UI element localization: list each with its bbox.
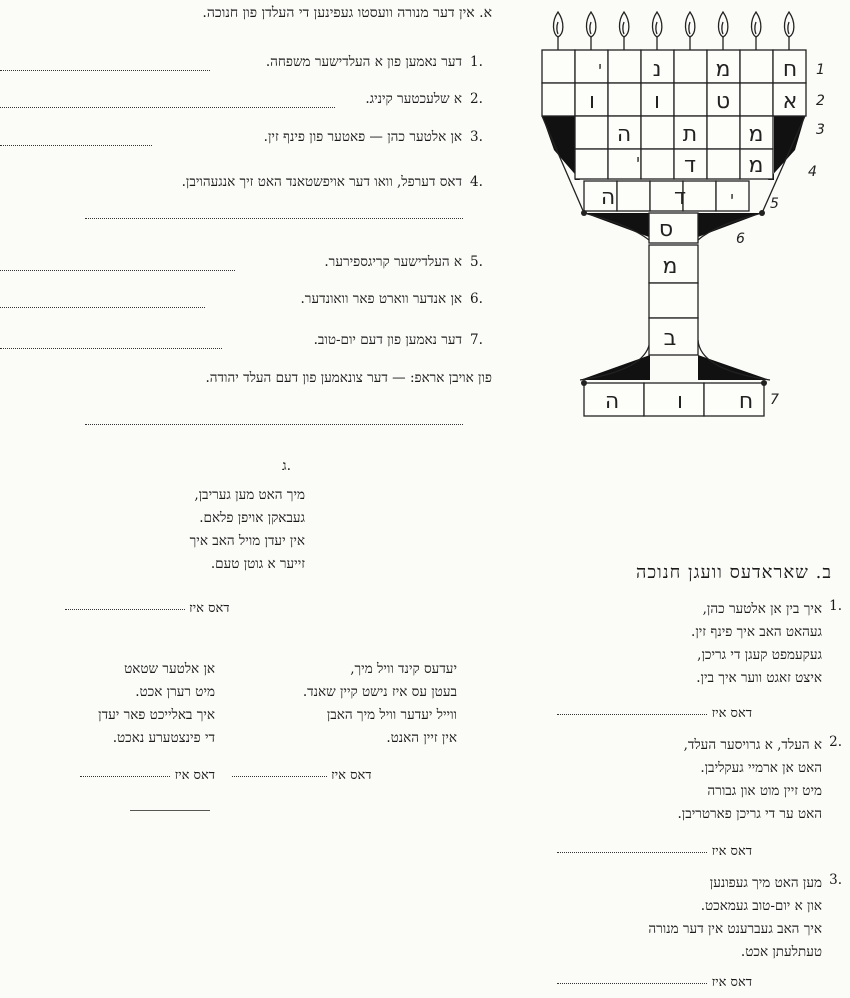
answer-line[interactable] <box>85 218 463 219</box>
question-number: 3. <box>470 129 483 145</box>
question-text: א שלעכטער קיניג. <box>365 91 462 107</box>
grid-letter: ת <box>682 122 698 147</box>
poem-line: געבאקן אויפן פלאם. <box>199 510 305 526</box>
grid-letter: ה <box>616 122 632 147</box>
answer-line[interactable] <box>232 776 327 777</box>
grid-letter: ח <box>782 57 798 82</box>
question-number: 6. <box>470 291 483 307</box>
poem-left <box>0 658 215 750</box>
answer-line[interactable] <box>0 70 210 71</box>
poem-line: מען האט מיך געפונען <box>709 875 822 891</box>
answer-field <box>532 974 752 990</box>
riddle-number: 2. <box>829 734 842 750</box>
answer-line[interactable] <box>0 348 222 349</box>
answer-label: דאס איז <box>331 768 372 783</box>
poem-line: און א יום-טוב געמאכט. <box>700 898 822 914</box>
poem-line: מיך האט מען געריבן, <box>194 487 305 503</box>
answer-line[interactable] <box>80 776 170 777</box>
question-row <box>0 172 492 196</box>
answer-field <box>532 705 752 721</box>
poem-main <box>190 484 305 576</box>
poem-line: זייער א גוטן טעם. <box>210 556 305 572</box>
answer-label: דאס איז <box>711 706 752 721</box>
question-text: אן אנדער ווארט פאר וואונדער. <box>300 291 462 307</box>
answer-line[interactable] <box>557 714 707 715</box>
poem-line: בעטן עס איז נישט קיין שאנד. <box>302 684 457 700</box>
section-g-label: ג. <box>282 458 292 474</box>
row-number: 2 <box>816 93 825 109</box>
question-number: 4. <box>470 174 483 190</box>
question-number: 7. <box>470 332 483 348</box>
answer-field <box>65 600 230 616</box>
section-a-note: פון אויבן אראפ: — דער צונאמען פון דעם העלד יהודה. <box>205 370 492 386</box>
poem-line: איצט זאגט ווער איך בין. <box>696 670 822 686</box>
answer-line[interactable] <box>0 270 235 271</box>
question-row <box>0 252 492 276</box>
row-number: 6 <box>736 231 745 247</box>
poem-line: מיט רערן אכט. <box>135 684 215 700</box>
grid-letter: ד <box>683 153 697 178</box>
menorah-crossword <box>520 0 850 440</box>
answer-field <box>0 767 215 783</box>
answer-line[interactable] <box>0 145 152 146</box>
question-row <box>0 89 492 113</box>
answer-line[interactable] <box>65 609 185 610</box>
candle-flame-icon <box>784 12 793 50</box>
question-number: 1. <box>470 54 483 70</box>
question-text: אן אלטער כהן — פאטער פון פינף זין. <box>263 129 462 145</box>
question-row <box>0 289 492 313</box>
question-row <box>0 127 492 151</box>
answer-field <box>232 767 372 783</box>
row-number: 5 <box>770 196 779 212</box>
poem-line: יעדעס קינד וויל מיך, <box>350 661 457 677</box>
candle-flame-icon <box>586 12 595 50</box>
grid-letter: ו <box>677 389 683 414</box>
answer-line[interactable] <box>557 983 707 984</box>
grid-letter: ה <box>604 389 620 414</box>
grid-letter: י <box>636 151 640 169</box>
poem-line: א העלד, א גרויסער העלד, <box>683 737 822 753</box>
grid-letter: מ <box>662 254 678 279</box>
answer-line[interactable] <box>557 852 707 853</box>
row-number: 4 <box>808 164 817 180</box>
poem-line: געהאט האב איך פינף זין. <box>691 624 822 640</box>
question-row <box>0 52 492 76</box>
grid-letter: ס <box>658 217 674 242</box>
poem-line: איך באלייכט פאר יעדן <box>98 707 215 723</box>
grid-letter: א <box>782 89 798 114</box>
poem-line: אין יעדן מויל האב איך <box>189 533 305 549</box>
question-row <box>0 330 492 354</box>
grid-letter: מ <box>715 57 731 82</box>
answer-field <box>532 843 752 859</box>
grid-letter: ו <box>589 89 595 114</box>
poem-line: די פינצטערע נאכט. <box>112 730 215 746</box>
grid-letter: ב <box>663 326 677 351</box>
candle-flame-icon <box>685 12 694 50</box>
candle-flame-icon <box>718 12 727 50</box>
answer-line[interactable] <box>0 307 205 308</box>
candle-flame-icon <box>619 12 628 50</box>
poem-line: אן אלטער שטאט <box>124 661 215 677</box>
poem-line: מיט זיין מוט און גבורה <box>707 783 822 799</box>
question-text: דער נאמען פון א העלדישער משפחה. <box>265 54 462 70</box>
poem-line: ווייל יעדער וויל מיך האבן <box>326 707 457 723</box>
question-text: דער נאמען פון דעם יום-טוב. <box>313 332 462 348</box>
grid-letter: ו <box>654 89 660 114</box>
candle-flame-icon <box>553 12 562 50</box>
question-number: 2. <box>470 91 483 107</box>
section-b-title: ב. שאראדעס וועגן חנוכה <box>635 562 832 583</box>
poem-line: אין זיין האנט. <box>386 730 457 746</box>
grid-letter: י <box>598 58 602 76</box>
row-number: 7 <box>770 392 779 408</box>
question-number: 5. <box>470 254 483 270</box>
divider <box>130 810 210 811</box>
grid-letter: מ <box>748 153 764 178</box>
row-number: 3 <box>816 122 825 138</box>
riddle-number: 3. <box>829 872 842 888</box>
poem-line: איך האב געברענט אין דער מנורה <box>648 921 822 937</box>
poem-line: טעתלעתן אכט. <box>740 944 822 960</box>
poem-line: איך בין אן אלטער כהן, <box>702 601 822 617</box>
answer-line[interactable] <box>0 107 335 108</box>
candle-flame-icon <box>652 12 661 50</box>
question-text: א העלדישער קריגספירער. <box>324 254 462 270</box>
answer-label: דאס איז <box>174 768 215 783</box>
candle-flame-icon <box>751 12 760 50</box>
grid-letter: י <box>730 188 734 206</box>
crossword-grid <box>542 50 806 416</box>
answer-line[interactable] <box>85 424 463 425</box>
answer-label: דאס איז <box>711 844 752 859</box>
grid-letter: ד <box>673 185 687 210</box>
answer-label: דאס איז <box>189 601 230 616</box>
grid-letter: מ <box>748 122 764 147</box>
grid-letter: ה <box>600 185 616 210</box>
candles <box>553 12 793 50</box>
riddle-number: 1. <box>829 598 842 614</box>
grid-letter: ח <box>738 389 754 414</box>
poem-mid <box>225 658 457 750</box>
question-text: דאס דערפל, וואו דער אויפשטאנד האט זיך אנגעהויבן. <box>181 174 462 190</box>
row-number: 1 <box>816 62 825 78</box>
grid-letter: ט <box>715 89 731 114</box>
answer-label: דאס איז <box>711 975 752 990</box>
section-a-heading: א. אין דער מנורה וועסטו געפינען די העלדן פון חנוכה. <box>202 5 492 21</box>
poem-line: געקעמפט קעגן די גריכן, <box>697 647 822 663</box>
poem-line: האט אן ארמיי געקליבן. <box>700 760 822 776</box>
grid-letter: נ <box>652 57 662 82</box>
poem-line: האט ער די גריכן פארטריבן. <box>677 806 822 822</box>
